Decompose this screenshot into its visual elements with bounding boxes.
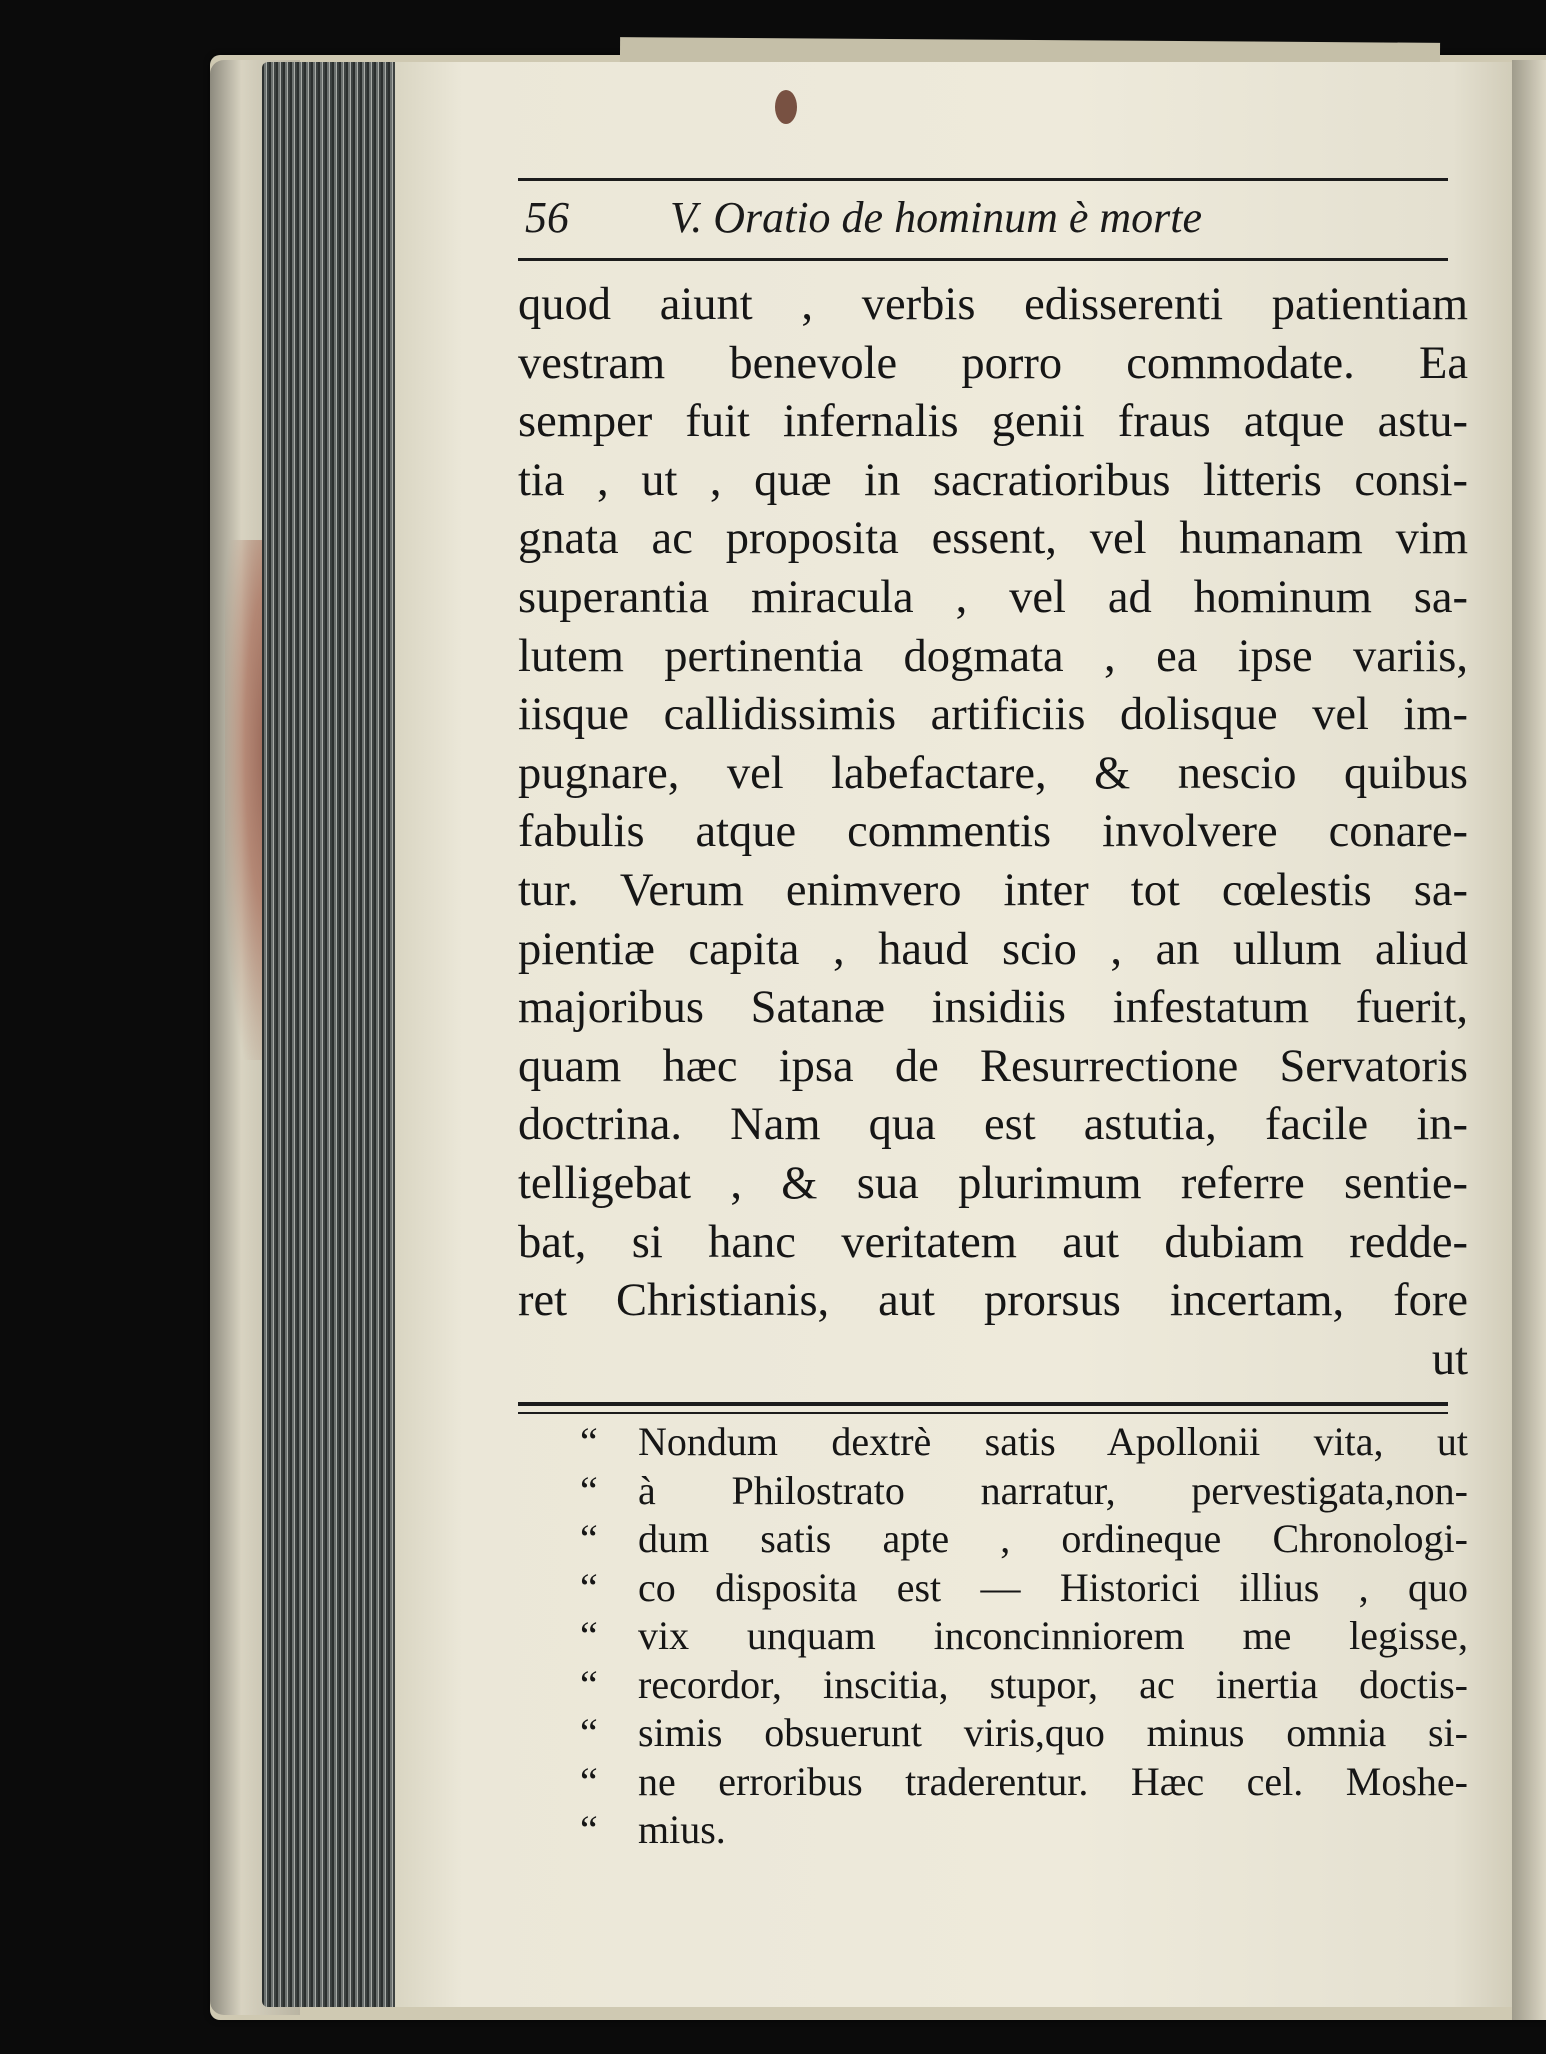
text-line: fabulis atque commentis involvere conare- <box>518 806 1468 858</box>
quote-mark: “ <box>580 1419 598 1464</box>
text-line: superantia miracula , vel ad hominum sa- <box>518 571 1468 623</box>
text-line: bat, si hanc veritatem aut dubiam redde- <box>518 1216 1468 1268</box>
text-line: pugnare, vel labefactare, & nescio quibus <box>518 747 1468 799</box>
quote-mark: “ <box>580 1710 598 1755</box>
quote-mark: “ <box>580 1613 598 1658</box>
footnote-text: mius. <box>638 1807 726 1852</box>
quote-mark: “ <box>580 1564 598 1610</box>
text-line: tur. Verum enimvero inter tot cœlestis sa- <box>518 864 1468 916</box>
footnote-line <box>580 1758 1468 1807</box>
header-rule-top <box>518 178 1448 181</box>
text-line: lutem pertinentia dogmata , ea ipse variis, <box>518 630 1468 682</box>
footnote-rule <box>518 1402 1448 1406</box>
footnote-line <box>580 1564 1468 1613</box>
header-rule-bottom <box>518 258 1448 261</box>
text-line: majoribus Satanæ insidiis infestatum fuerit, <box>518 982 1468 1034</box>
footnote-line <box>580 1612 1468 1661</box>
footnote-text: recordor, inscitia, stupor, ac inertia doctis- <box>638 1661 1468 1707</box>
text-line: tia , ut , quæ in sacratioribus litteris consi- <box>518 454 1468 506</box>
catchword: ut <box>1431 1333 1468 1385</box>
quote-mark: “ <box>580 1807 598 1852</box>
running-title: V. Oratio de hominum è morte <box>670 193 1203 242</box>
text-line: iisque callidissimis artificiis dolisque vel im- <box>518 689 1468 741</box>
footnote-text: à Philostrato narratur, pervestigata,non- <box>638 1467 1468 1513</box>
footnote-text: dum satis apte , ordineque Chronologi- <box>638 1516 1468 1561</box>
footnote <box>580 1418 1468 1855</box>
footnote-line <box>580 1709 1468 1758</box>
text-line: doctrina. Nam qua est astutia, facile in- <box>518 1099 1468 1151</box>
footnote-line <box>580 1418 1468 1467</box>
footnote-text: simis obsuerunt viris,quo minus omnia si- <box>638 1710 1468 1755</box>
quote-mark: “ <box>580 1467 598 1513</box>
footnote-line <box>580 1467 1468 1516</box>
page-block-edges <box>262 62 407 2007</box>
footnote-text: co disposita est — Historici illius , quo <box>638 1564 1468 1610</box>
body-text <box>518 276 1468 1389</box>
quote-mark: “ <box>580 1661 598 1707</box>
text-line: ret Christianis, aut prorsus incertam, fore <box>518 1275 1468 1327</box>
text-line: vestram benevole porro commodate. Ea <box>518 337 1468 389</box>
text-line: quod aiunt , verbis edisserenti patientiam <box>518 279 1468 330</box>
quote-mark: “ <box>580 1758 598 1804</box>
page-number: 56 <box>525 193 569 242</box>
text-line: gnata ac proposita essent, vel humanam vim <box>518 513 1468 565</box>
footnote-text: Nondum dextrè satis Apollonii vita, ut <box>638 1419 1468 1464</box>
text-line: pientiæ capita , haud scio , an ullum aliud <box>518 923 1468 975</box>
footnote-rule-thin <box>518 1412 1448 1414</box>
footnote-line <box>580 1661 1468 1710</box>
footnote-line <box>580 1806 1468 1855</box>
running-header <box>525 192 1445 252</box>
text-line: semper fuit infernalis genii fraus atque astu- <box>518 396 1468 448</box>
footnote-text: vix unquam inconcinniorem me legisse, <box>638 1613 1468 1658</box>
text-line: quam hæc ipsa de Resurrectione Servatoris <box>518 1040 1468 1092</box>
footnote-text: ne erroribus traderentur. Hæc cel. Moshe- <box>638 1758 1468 1804</box>
ink-blot <box>775 90 797 124</box>
facing-page-edge <box>1512 60 1546 2020</box>
quote-mark: “ <box>580 1516 598 1561</box>
text-line: telligebat , & sua plurimum referre sentie- <box>518 1157 1468 1209</box>
footnote-line <box>580 1515 1468 1564</box>
